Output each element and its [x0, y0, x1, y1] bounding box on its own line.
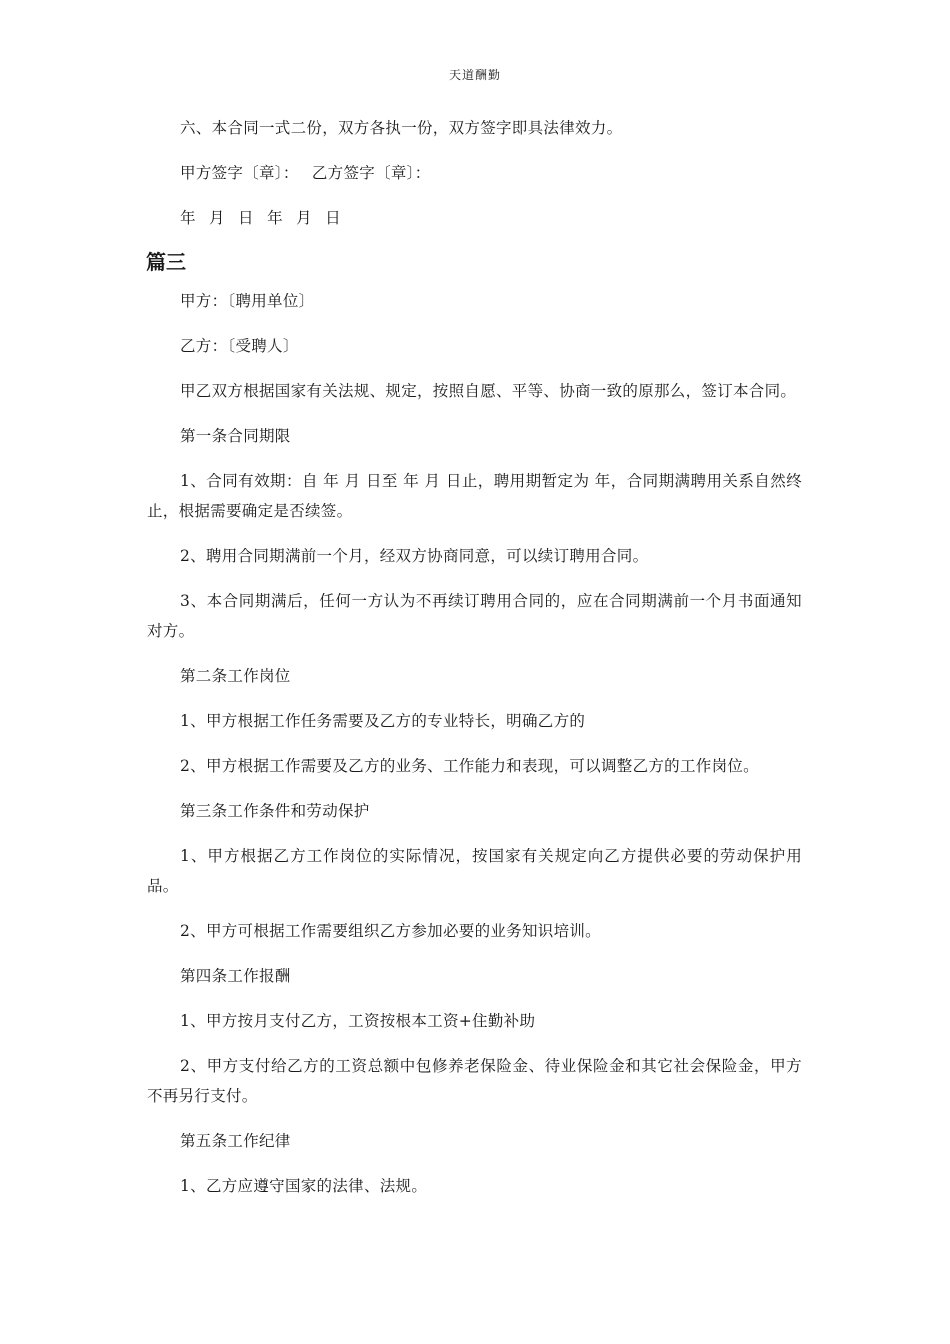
page-header: 天道酬勤	[448, 68, 501, 82]
article-heading: 第二条工作岗位	[180, 667, 291, 685]
article-heading: 第三条工作条件和劳动保护	[180, 802, 370, 820]
clause: 2、甲方根据工作需要及乙方的业务、工作能力和表现，可以调整乙方的工作岗位。	[180, 757, 759, 775]
party-a: 甲方：〔聘用单位〕	[180, 292, 315, 310]
preamble: 甲乙双方根据国家有关法规、规定，按照自愿、平等、协商一致的原那么，签订本合同。	[180, 382, 797, 400]
date-line: 年 月 日 年 月 日	[180, 209, 341, 227]
clause: 1、甲方根据乙方工作岗位的实际情况，按国家有关规定向乙方提供必要的劳动保护用品。	[147, 847, 802, 895]
signature-line: 甲方签字〔章〕： 乙方签字〔章〕：	[180, 164, 431, 182]
section-title: 篇三	[146, 250, 186, 274]
clause: 2、甲方支付给乙方的工资总额中包修养老保险金、待业保险金和其它社会保险金，甲方不再另行支付。	[147, 1057, 802, 1105]
clause: 1、合同有效期：自 年 月 日至 年 月 日止，聘用期暂定为 年，合同期满聘用关系自然终止，根据需要确定是否续签。	[147, 472, 802, 520]
clause: 3、本合同期满后，任何一方认为不再续订聘用合同的，应在合同期满前一个月书面通知对方。	[147, 592, 802, 640]
party-b: 乙方：〔受聘人〕	[180, 337, 299, 355]
clause-copies: 六、本合同一式二份，双方各执一份，双方签字即具法律效力。	[180, 119, 623, 137]
article-heading: 第五条工作纪律	[180, 1132, 291, 1150]
clause: 1、乙方应遵守国家的法律、法规。	[180, 1177, 428, 1195]
article-heading: 第四条工作报酬	[180, 967, 291, 985]
clause: 2、聘用合同期满前一个月，经双方协商同意，可以续订聘用合同。	[180, 547, 649, 565]
clause: 1、甲方根据工作任务需要及乙方的专业特长，明确乙方的	[180, 712, 586, 730]
clause: 2、甲方可根据工作需要组织乙方参加必要的业务知识培训。	[180, 922, 601, 940]
clause: 1、甲方按月支付乙方，工资按根本工资+住勤补助	[180, 1012, 536, 1030]
article-heading: 第一条合同期限	[180, 427, 291, 445]
document-body	[147, 113, 802, 1216]
